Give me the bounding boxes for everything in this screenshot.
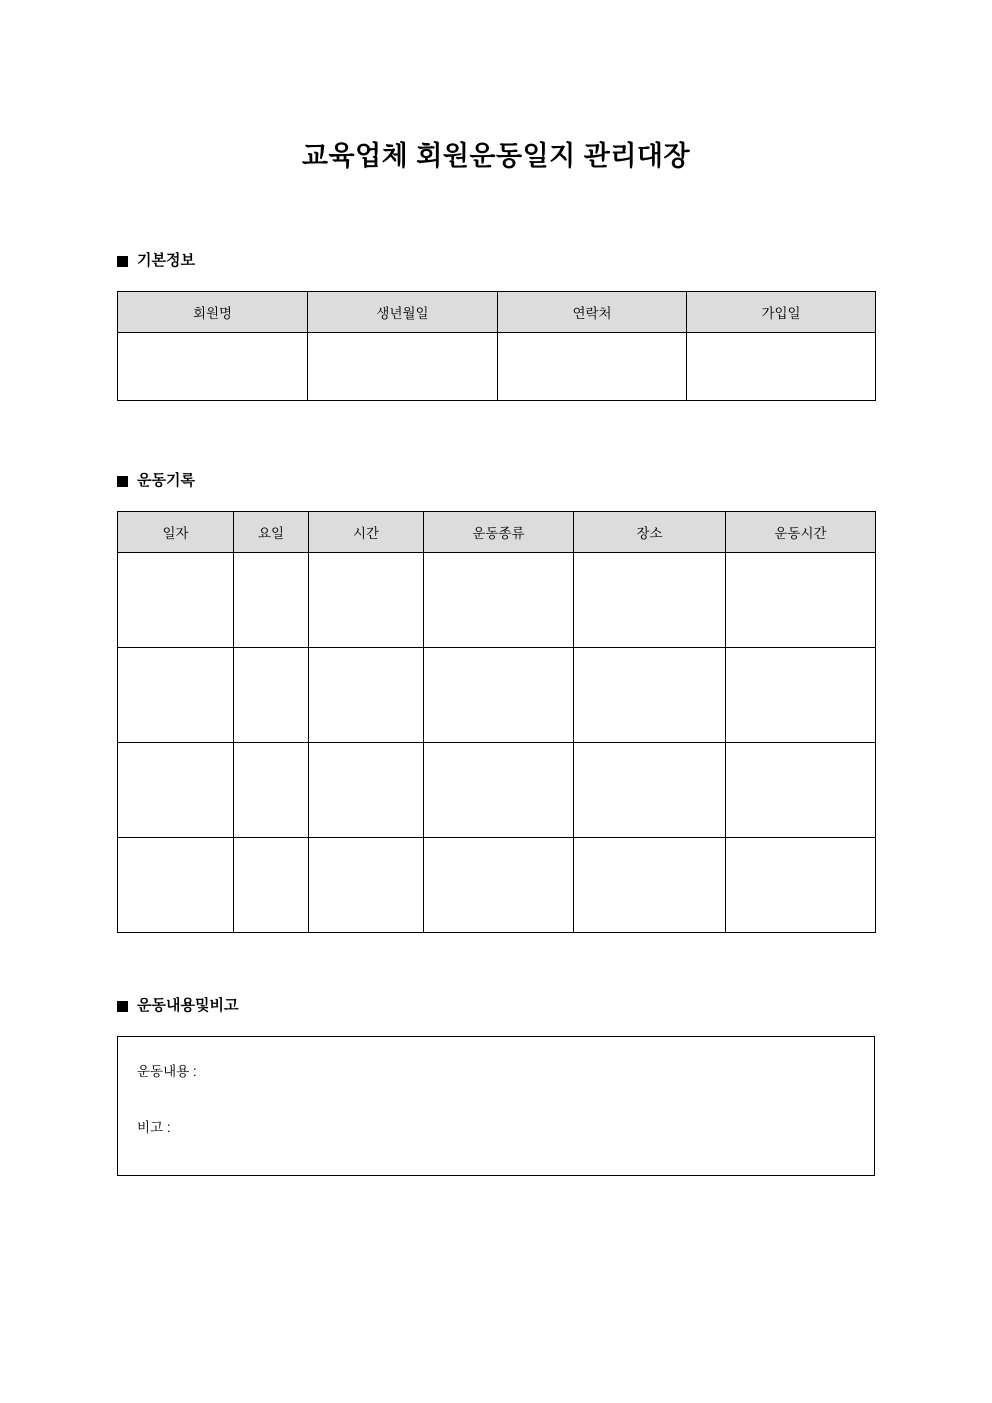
column-header-exercise-type: 운동종류 — [424, 512, 574, 553]
table-row — [118, 553, 876, 648]
cell-place[interactable] — [574, 743, 726, 838]
filled-square-icon — [117, 256, 128, 267]
cell-time[interactable] — [309, 553, 424, 648]
cell-date[interactable] — [118, 838, 234, 933]
table-row — [118, 648, 876, 743]
table-row — [118, 743, 876, 838]
cell-duration[interactable] — [726, 838, 876, 933]
cell-contact[interactable] — [498, 333, 687, 401]
cell-place[interactable] — [574, 553, 726, 648]
filled-square-icon — [117, 476, 128, 487]
section-heading-basic-info — [117, 251, 195, 271]
cell-weekday[interactable] — [234, 553, 309, 648]
cell-time[interactable] — [309, 743, 424, 838]
cell-weekday[interactable] — [234, 648, 309, 743]
cell-time[interactable] — [309, 648, 424, 743]
section-heading-memo — [117, 996, 238, 1016]
filled-square-icon — [117, 1001, 128, 1012]
column-header-date: 일자 — [118, 512, 234, 553]
column-header-place: 장소 — [574, 512, 726, 553]
cell-member-name[interactable] — [118, 333, 308, 401]
cell-exercise-type[interactable] — [424, 553, 574, 648]
cell-time[interactable] — [309, 838, 424, 933]
cell-date[interactable] — [118, 743, 234, 838]
cell-exercise-type[interactable] — [424, 648, 574, 743]
memo-remarks-label: 비고 : — [137, 1120, 171, 1135]
table-row — [118, 838, 876, 933]
cell-birthdate[interactable] — [308, 333, 498, 401]
cell-duration[interactable] — [726, 743, 876, 838]
cell-exercise-type[interactable] — [424, 743, 574, 838]
cell-join-date[interactable] — [687, 333, 876, 401]
column-header-weekday: 요일 — [234, 512, 309, 553]
memo-box[interactable] — [117, 1036, 875, 1176]
column-header-time: 시간 — [309, 512, 424, 553]
cell-date[interactable] — [118, 553, 234, 648]
table-header-row — [118, 292, 876, 333]
page-title: 교육업체 회원운동일지 관리대장 — [301, 141, 691, 171]
table-header-row — [118, 512, 876, 553]
cell-place[interactable] — [574, 648, 726, 743]
cell-place[interactable] — [574, 838, 726, 933]
cell-weekday[interactable] — [234, 743, 309, 838]
cell-exercise-type[interactable] — [424, 838, 574, 933]
column-header-birthdate: 생년월일 — [308, 292, 498, 333]
section-heading-basic-info-label: 기본정보 — [137, 252, 195, 269]
table-row — [118, 333, 876, 401]
memo-exercise-content-label: 운동내용 : — [137, 1064, 197, 1079]
exercise-record-table — [117, 511, 876, 933]
basic-info-table — [117, 291, 876, 401]
cell-date[interactable] — [118, 648, 234, 743]
cell-duration[interactable] — [726, 553, 876, 648]
section-heading-exercise-record — [117, 471, 195, 491]
section-heading-memo-label: 운동내용및비고 — [137, 997, 239, 1014]
section-heading-exercise-record-label: 운동기록 — [137, 472, 195, 489]
column-header-member-name: 회원명 — [118, 292, 308, 333]
cell-duration[interactable] — [726, 648, 876, 743]
column-header-duration: 운동시간 — [726, 512, 876, 553]
column-header-join-date: 가입일 — [687, 292, 876, 333]
cell-weekday[interactable] — [234, 838, 309, 933]
column-header-contact: 연락처 — [498, 292, 687, 333]
